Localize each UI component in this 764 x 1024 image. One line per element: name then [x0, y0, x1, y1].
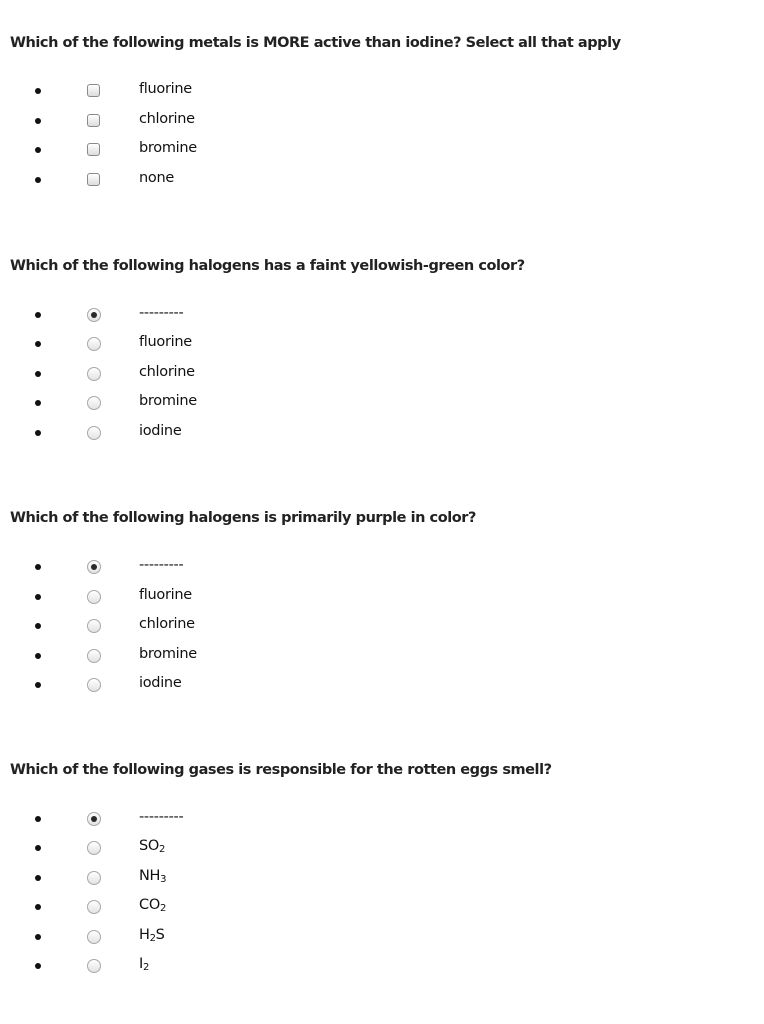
option-radio[interactable] — [87, 367, 101, 381]
radio-selected-dot-icon — [91, 312, 97, 318]
option-row[interactable] — [0, 168, 764, 192]
bullet-icon — [35, 400, 41, 406]
option-label[interactable]: bromine — [139, 140, 197, 157]
formula-subscript: 2 — [149, 932, 156, 944]
option-radio[interactable] — [87, 959, 101, 973]
option-row[interactable] — [0, 138, 764, 162]
option-radio[interactable] — [87, 396, 101, 410]
option-radio[interactable] — [87, 619, 101, 633]
option-row[interactable] — [0, 866, 764, 890]
bullet-icon — [35, 845, 41, 851]
option-label[interactable]: chlorine — [139, 110, 195, 127]
option-row[interactable] — [0, 954, 764, 978]
option-row[interactable] — [0, 555, 764, 579]
option-label[interactable]: bromine — [139, 645, 197, 662]
option-row[interactable] — [0, 421, 764, 445]
option-label[interactable]: --------- — [139, 809, 184, 825]
option-label[interactable]: chlorine — [139, 363, 195, 380]
radio-selected-dot-icon — [91, 816, 97, 822]
option-label[interactable] — [139, 956, 149, 972]
question-title: Which of the following metals is MORE active than iodine? Select all that apply — [10, 35, 621, 51]
bullet-icon — [35, 341, 41, 347]
option-label[interactable]: chlorine — [139, 616, 195, 633]
option-row[interactable] — [0, 673, 764, 697]
option-radio[interactable] — [87, 560, 101, 574]
option-row[interactable] — [0, 585, 764, 609]
bullet-icon — [35, 371, 41, 377]
option-row[interactable] — [0, 895, 764, 919]
option-row[interactable] — [0, 332, 764, 356]
option-label[interactable]: --------- — [139, 557, 184, 573]
option-row[interactable] — [0, 109, 764, 133]
bullet-icon — [35, 118, 41, 124]
bullet-icon — [35, 875, 41, 881]
question-title: Which of the following halogens is primarily purple in color? — [10, 510, 476, 526]
formula-subscript: 2 — [159, 844, 166, 856]
option-row[interactable] — [0, 303, 764, 327]
bullet-icon — [35, 623, 41, 629]
formula-part: CO — [139, 897, 160, 914]
option-label[interactable] — [139, 868, 166, 884]
option-label[interactable]: fluorine — [139, 81, 192, 97]
bullet-icon — [35, 904, 41, 910]
option-radio[interactable] — [87, 930, 101, 944]
radio-selected-dot-icon — [91, 564, 97, 570]
formula-subscript: 3 — [160, 873, 167, 885]
option-label[interactable]: bromine — [139, 393, 197, 410]
option-row[interactable] — [0, 614, 764, 638]
option-row[interactable] — [0, 362, 764, 386]
option-checkbox[interactable] — [87, 84, 100, 97]
bullet-icon — [35, 963, 41, 969]
option-radio[interactable] — [87, 871, 101, 885]
bullet-icon — [35, 816, 41, 822]
option-radio[interactable] — [87, 590, 101, 604]
option-radio[interactable] — [87, 812, 101, 826]
option-checkbox[interactable] — [87, 114, 100, 127]
option-label[interactable] — [139, 838, 165, 854]
option-row[interactable] — [0, 836, 764, 860]
option-checkbox[interactable] — [87, 173, 100, 186]
option-row[interactable] — [0, 925, 764, 949]
bullet-icon — [35, 653, 41, 659]
bullet-icon — [35, 682, 41, 688]
option-label[interactable] — [139, 927, 165, 943]
formula-part: I — [139, 956, 143, 972]
formula-part: H — [139, 926, 150, 943]
bullet-icon — [35, 177, 41, 183]
bullet-icon — [35, 88, 41, 94]
bullet-icon — [35, 430, 41, 436]
bullet-icon — [35, 564, 41, 570]
option-label[interactable]: iodine — [139, 675, 182, 692]
option-label[interactable] — [139, 897, 166, 913]
option-radio[interactable] — [87, 337, 101, 351]
option-label[interactable]: iodine — [139, 422, 182, 439]
bullet-icon — [35, 594, 41, 600]
option-radio[interactable] — [87, 649, 101, 663]
option-radio[interactable] — [87, 678, 101, 692]
option-label[interactable]: none — [139, 169, 174, 186]
formula-part: NH — [139, 867, 161, 884]
formula-subscript: 2 — [142, 962, 150, 973]
bullet-icon — [35, 934, 41, 940]
bullet-icon — [35, 312, 41, 318]
option-checkbox[interactable] — [87, 143, 100, 156]
option-row[interactable] — [0, 644, 764, 668]
formula-subscript: 2 — [159, 903, 167, 915]
option-radio[interactable] — [87, 426, 101, 440]
formula-part: SO — [139, 838, 160, 855]
question-title: Which of the following gases is responsible for the rotten eggs smell? — [10, 762, 552, 778]
option-row[interactable] — [0, 391, 764, 415]
formula-part: S — [155, 926, 165, 943]
option-row[interactable] — [0, 807, 764, 831]
option-label[interactable]: fluorine — [139, 586, 192, 603]
option-radio[interactable] — [87, 308, 101, 322]
option-radio[interactable] — [87, 900, 101, 914]
option-radio[interactable] — [87, 841, 101, 855]
question-title: Which of the following halogens has a faint yellowish-green color? — [10, 258, 525, 274]
option-label[interactable]: --------- — [139, 305, 184, 321]
option-label[interactable]: fluorine — [139, 334, 192, 351]
bullet-icon — [35, 147, 41, 153]
option-row[interactable] — [0, 79, 764, 103]
